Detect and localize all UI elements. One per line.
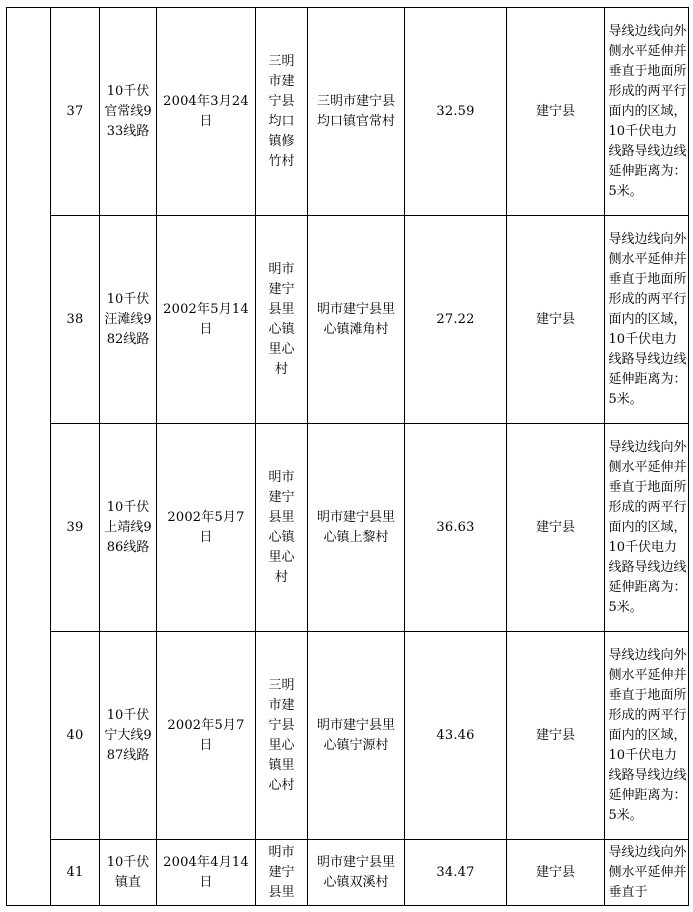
- table-row: [7, 216, 689, 424]
- village-cell: 明市建宁县里: [256, 840, 308, 906]
- note-cell: 导线边线向外侧水平延伸并垂直于: [605, 840, 689, 906]
- county-cell: 建宁县: [507, 424, 605, 632]
- location-cell: 明市建宁县里心镇上黎村: [308, 424, 405, 632]
- line-name-cell: 10千伏宁大线987线路: [100, 632, 157, 840]
- date-cell: 2002年5月14日: [157, 216, 256, 424]
- line-name-cell: 10千伏汪滩线982线路: [100, 216, 157, 424]
- location-cell: 明市建宁县里心镇滩角村: [308, 216, 405, 424]
- line-name-cell: 10千伏上靖线986线路: [100, 424, 157, 632]
- table-row: [7, 840, 689, 906]
- note-cell: 导线边线向外侧水平延伸并垂直于地面所形成的两平行面内的区域，10千伏电力线路导线边线延伸距离为：5米。: [605, 8, 689, 216]
- date-cell: 2002年5月7日: [157, 632, 256, 840]
- village-cell: 明市建宁县里心镇里心村: [256, 424, 308, 632]
- seq-cell: 39: [51, 424, 100, 632]
- village-cell: 三明市建宁县里心镇里心村: [256, 632, 308, 840]
- line-name-cell: 10千伏官常线933线路: [100, 8, 157, 216]
- note-cell: 导线边线向外侧水平延伸并垂直于地面所形成的两平行面内的区域，10千伏电力线路导线边线延伸距离为：5米。: [605, 424, 689, 632]
- county-cell: 建宁县: [507, 840, 605, 906]
- seq-cell: 38: [51, 216, 100, 424]
- line-name-cell: 10千伏镇直: [100, 840, 157, 906]
- village-cell: 三明市建宁县均口镇修竹村: [256, 8, 308, 216]
- table-row: [7, 424, 689, 632]
- area-cell: 34.47: [405, 840, 507, 906]
- note-cell: 导线边线向外侧水平延伸并垂直于地面所形成的两平行面内的区域，10千伏电力线路导线边线延伸距离为：5米。: [605, 632, 689, 840]
- seq-cell: 40: [51, 632, 100, 840]
- date-cell: 2002年5月7日: [157, 424, 256, 632]
- area-cell: 43.46: [405, 632, 507, 840]
- location-cell: 三明市建宁县均口镇官常村: [308, 8, 405, 216]
- area-cell: 27.22: [405, 216, 507, 424]
- date-cell: 2004年3月24日: [157, 8, 256, 216]
- blank-column: [7, 8, 51, 906]
- seq-cell: 37: [51, 8, 100, 216]
- note-cell: 导线边线向外侧水平延伸并垂直于地面所形成的两平行面内的区域，10千伏电力线路导线边线延伸距离为：5米。: [605, 216, 689, 424]
- date-cell: 2004年4月14日: [157, 840, 256, 906]
- table-row: [7, 8, 689, 216]
- county-cell: 建宁县: [507, 216, 605, 424]
- county-cell: 建宁县: [507, 632, 605, 840]
- area-cell: 36.63: [405, 424, 507, 632]
- village-cell: 明市建宁县里心镇里心村: [256, 216, 308, 424]
- seq-cell: 41: [51, 840, 100, 906]
- county-cell: 建宁县: [507, 8, 605, 216]
- location-cell: 明市建宁县里心镇宁源村: [308, 632, 405, 840]
- location-cell: 明市建宁县里心镇双溪村: [308, 840, 405, 906]
- area-cell: 32.59: [405, 8, 507, 216]
- records-table: [6, 7, 689, 906]
- table-row: [7, 632, 689, 840]
